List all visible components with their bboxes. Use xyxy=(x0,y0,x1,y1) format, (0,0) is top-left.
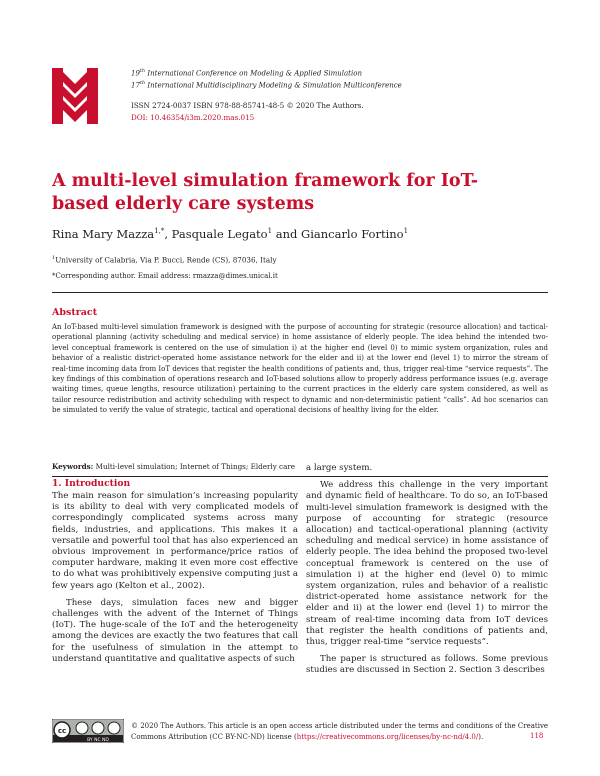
affiliation: $^1$University of Calabria, Via P. Bucci, Rende (CS), 87036, Italy xyxy=(52,255,277,265)
cc-terms: BY NC ND xyxy=(87,738,109,743)
author-name: Pasquale Legato xyxy=(171,227,268,241)
divider xyxy=(52,292,548,293)
license-notice: © 2020 The Authors. This article is an open access article distributed under the terms and conditions of the Creative Commons Attribution (CC BY-NC-ND) license (https://creativecommons.org/licenses/by-nc-nd/4.0/). xyxy=(131,722,549,741)
author-name: Rina Mary Mazza xyxy=(52,227,155,241)
paragraph: We address this challenge in the very important and dynamic field of healthcare. To do so, an IoT-based multi-level simulation framework is designed with the purpose of accounting for strategic (resource allocation) and tactical-operational planning (activity scheduling and medical service) in home assistance of elderly people. The idea behind the proposed two-level conceptual framework is centered on the use of simulation i) at the higher end (level 0) to mimic system organization, rules and behavior of a realistic district-operated home assistance network for the elder and ii) at the lower end (level 1) to mirror the stream of real-time incoming data from IoT devices that register the health conditions of patients and, thus, trigger real-time “service requests”. xyxy=(306,480,548,648)
section-heading: 1. Introduction xyxy=(52,478,131,489)
page-number: 118 xyxy=(530,732,544,740)
cc-license-badge-icon xyxy=(52,719,124,743)
author-list: Rina Mary Mazza$^{1,*}$, Pasquale Legato$^1$ and Giancarlo Fortino$^1$ xyxy=(52,227,409,241)
column-right xyxy=(306,463,548,683)
paragraph: These days, simulation faces new and bigger challenges with the advent of the Internet of Things (IoT). The huge-scale of the IoT and the heterogeneity among the devices are exactly the two features that call for the usefulness of simulation in the attempt to understand quantitative and qualitative aspects of such xyxy=(52,597,298,664)
paragraph: The paper is structured as follows. Some previous studies are discussed in Section 2. Section 3 describes xyxy=(306,654,548,676)
author-name: Giancarlo Fortino xyxy=(301,227,404,241)
cc-label: cc xyxy=(57,727,67,735)
abstract-text: An IoT-based multi-level simulation framework is designed with the purpose of accounting for strategic (resource allocation) and tactical-operational planning (activity scheduling and medical service) in home assistance of elderly people. The idea behind the intended two-level conceptual framework is centered on the use of simulation i) at the higher end (level 0) to mimic system organization, rules and behavior of a realistic district-operated home assistance network for the elder and ii) at the lower end (level 1) to mirror the stream of real-time incoming data from IoT devices that register the health conditions of patients and, thus, trigger real-time “service requests”. The key findings of this combination of operations research and IoT-based solutions allow to properly address performance issues (e.g. average waiting times, queue lengths, resource utilization) pertaining to the current practices in the elderly care system considered, as well as tailor resource redistribution and activity scheduling with respect to dynamic and non-deterministic patient “calls”. Ad hoc scenarios can be simulated to verify the value of strategic, tactical and operational decisions of healthy living for the elder. xyxy=(52,323,548,415)
i3m-logo-icon xyxy=(52,68,98,124)
paper-title: A multi-level simulation framework for IoT-based elderly care systems xyxy=(52,171,478,214)
doi-link[interactable]: DOI: 10.46354/i3m.2020.mas.015 xyxy=(131,113,255,122)
paragraph: The main reason for simulation’s increasing popularity is its ability to deal with very complicated models of correspondingly complicated systems across many fields, industries, and applications. This makes it a versatile and powerful tool that has also experienced an obvious improvement in performance/price ratios of computer hardware, making it even more cost effective to do what was prohibitively expensive computing just a few years ago (Kelton et al., 2002). xyxy=(52,491,298,591)
multiconference-line: 17th International Multidisciplinary Modeling & Simulation Multiconference xyxy=(131,80,402,90)
corresponding-author: *Corresponding author. Email address: rmazza@dimes.unical.it xyxy=(52,272,278,280)
paragraph: a large system. xyxy=(306,463,373,473)
column-left xyxy=(52,491,298,671)
conference-line: 19th International Conference on Modeling & Applied Simulation xyxy=(131,68,362,78)
keywords: Keywords: Multi-level simulation; Internet of Things; Elderly care xyxy=(52,462,296,471)
issn-line: ISSN 2724-0037 ISBN 978-88-85741-48-5 © 2020 The Authors. xyxy=(131,101,364,110)
license-link[interactable]: https://creativecommons.org/licenses/by-nc-nd/4.0/ xyxy=(296,732,479,741)
abstract-heading: Abstract xyxy=(52,307,98,318)
